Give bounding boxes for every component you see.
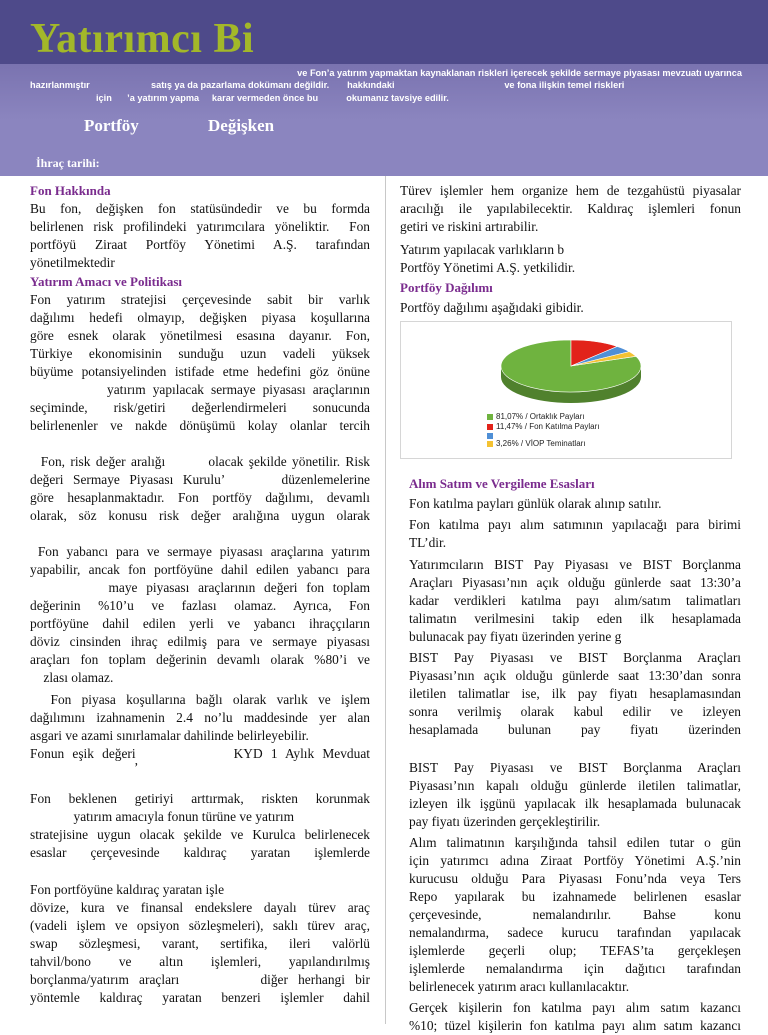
paragraph-kaldirac xyxy=(30,881,370,1007)
section-heading-fon-hakkinda: Fon Hakkında xyxy=(30,183,111,198)
text-line: için yatırımcı adına Ziraat Portföy Yönetimi A.Ş.’nin xyxy=(409,853,741,868)
text-line: yönetilmektedir xyxy=(30,255,115,270)
text-line: portföyüne dahil edilen yerli ve yabancı ihraççıların xyxy=(30,616,370,631)
text-line: döviz cinsinden ihraç edilmiş para ve sermaye piyasası xyxy=(30,634,370,649)
legend-label: 3,26% / VİOP Teminatları xyxy=(496,438,586,448)
legend-item xyxy=(487,422,599,432)
text-line: Fon yabancı para ve sermaye piyasası araçlarına yatırım xyxy=(30,544,370,559)
text-line: asgari ve azami sınırlamalar dahilinde belirleyebilir. xyxy=(30,728,309,743)
text-line: büyüme potansiyelinden istifade etme hedefini göz önüne xyxy=(30,364,370,379)
paragraph-getiri xyxy=(30,790,370,862)
text-line: belirlenenler ve nakde dönüşümü kolay olanlar tercih xyxy=(30,418,370,433)
text-line: Portföy Yönetimi A.Ş. yetkilidir. xyxy=(400,260,576,275)
text-line: iletilen talimatlar ise, ilk pay fiyatı hesaplamasından xyxy=(409,686,741,701)
text-line: bulunacak pay fiyatı üzerinden yerine g xyxy=(409,629,622,644)
right-column xyxy=(400,182,741,1035)
text-line: borçlanma/yatırım araçları diğer herhangi bir xyxy=(30,972,370,987)
text-line: dağılımını izahnamenin 2.4 no’lu maddesinde yer alan xyxy=(30,710,370,725)
chart-legend xyxy=(487,412,599,449)
paragraph-yabanci xyxy=(30,543,370,687)
text-line: dövize, kura ve finansal endekslere dayalı türev araç xyxy=(30,900,370,915)
text-line: olarak, söz konusu risk değer aralığına uygun olarak xyxy=(30,508,370,523)
text-line: Fon yatırım stratejisi çerçevesinde sabit bir varlık xyxy=(30,292,370,307)
header-title: Yatırımcı Bi xyxy=(30,16,255,62)
portfolio-pie-chart xyxy=(400,321,732,459)
document-header xyxy=(0,0,768,176)
legend-item xyxy=(487,412,599,422)
text-line: esaslar çerçevesinde kaldıraç yaratan işlemlerde xyxy=(30,845,370,860)
text-line: aracılığı ile yapılabilecektir. Kaldıraç işlemleri fonun xyxy=(400,201,741,216)
legend-swatch xyxy=(487,414,493,420)
text-line: işlemlerde nemalandırma için dağıtıcı tarafından xyxy=(409,961,741,976)
paragraph-risk xyxy=(30,453,370,525)
legend-swatch xyxy=(487,424,493,430)
legend-label: 11,47% / Fon Katılma Payları xyxy=(496,422,600,432)
text-line: Piyasası’nın açık olduğu günlerde saat 13:30’dan sonra xyxy=(409,668,741,683)
disclaimer-line: hazırlanmıştır satış ya da pazarlama dokümanı değildir. hakkındaki ve fona ilişkin temel riskleri xyxy=(30,80,625,91)
text-line: ’ xyxy=(134,760,139,775)
paragraph-alim-7 xyxy=(409,999,741,1035)
text-line: tahvil/bono ve altın işlemleri, yapılandırılmış xyxy=(30,954,370,969)
text-line: izleyen ilk işgünü yapılacak ilk hesaplamada bulunacak xyxy=(409,796,741,811)
text-line: Fon portföyüne kaldıraç yaratan işle xyxy=(30,882,225,897)
section-heading-portfoy-dagilimi: Portföy Dağılımı xyxy=(400,280,493,295)
text-line: %10; tüzel kişilerin fon katılma payı alım satım kazancı xyxy=(409,1018,741,1033)
paragraph-alim-5 xyxy=(409,759,741,831)
column-divider xyxy=(385,176,386,1024)
disclaimer-line: için ’a yatırım yapma karar vermeden önce bu okumanız tavsiye edilir. xyxy=(96,92,449,103)
text-line: Fon katılma payı alım satımının yapılacağı para birimi xyxy=(409,517,741,532)
left-column xyxy=(30,182,370,1007)
text-line: yatırım yapılacak sermaye piyasası araçlarının xyxy=(30,382,370,397)
text-line: maye piyasası araçlarının değeri fon toplam xyxy=(30,580,370,595)
text-line: çerçevesinde, nemalandırılır. Bahse konu xyxy=(409,907,741,922)
text-line: swap sözleşmesi, varant, sertifika, ileri valörlü xyxy=(30,936,370,951)
paragraph-alim-4 xyxy=(409,649,741,739)
issue-date-label: İhraç tarihi: xyxy=(36,156,100,170)
disclaimer-text xyxy=(30,67,742,104)
text-line: yatırım amacıyla fonun türüne ve yatırım xyxy=(30,809,295,824)
text-line: pay fiyatı üzerinden gerçekleştirilir. xyxy=(409,814,601,829)
text-line: getiri ve riskini artırabilir. xyxy=(400,219,539,234)
paragraph-esik xyxy=(30,745,370,773)
paragraph-alim-1 xyxy=(409,495,741,513)
paragraph-kosullar xyxy=(30,691,370,745)
text-line: değerinin %10’u ve fazlası olamaz. Ayrıca, Fon xyxy=(30,598,370,613)
text-line: araçları fon toplam değerinin devamlı olarak %80’i ve xyxy=(30,652,370,667)
paragraph-varlik xyxy=(400,241,741,277)
text-line: Alım talimatının karşılığında tahsil edilen tutar o gün xyxy=(409,835,741,850)
text-line: TL’dir. xyxy=(409,535,447,550)
text-line: Türkiye ekonomisinin sunduğu uzun vadeli yüksek xyxy=(30,346,370,361)
text-line: kurucusu olduğu Para Piyasası Fonu’nda veya Ters xyxy=(409,871,741,886)
paragraph-portfoy-intro xyxy=(400,299,741,317)
section-heading-amac: Yatırım Amacı ve Politikası xyxy=(30,274,183,289)
header-degisken: Değişken xyxy=(208,116,275,135)
text-line: Portföy dağılımı aşağıdaki gibidir. xyxy=(400,300,584,315)
text-line: Gerçek kişilerin fon katılma payı alım satım kazancı xyxy=(409,1000,741,1015)
text-line: (vadeli işlem ve opsiyon sözleşmeleri), saklı türev araç, xyxy=(30,918,370,933)
text-line: talimatın verilmesini takip eden ilk hesaplamada xyxy=(409,611,741,626)
text-line: stratejisine uygun olacak şekilde ve Kurulca belirlenecek xyxy=(30,827,370,842)
text-line: BIST Pay Piyasası ve BIST Borçlanma Araçları xyxy=(409,650,741,665)
paragraph-alim-2 xyxy=(409,516,741,552)
text-line: belirlenen risk profilindeki yatırımcılara yöneliktir. Fon xyxy=(30,219,370,234)
paragraph-alim-6 xyxy=(409,834,741,996)
text-line: Repo yapılarak bu izahnamede belirlenen esaslar xyxy=(409,889,741,904)
text-line: kadar verdikleri katılma payı alım/satım talimatları xyxy=(409,593,741,608)
text-line: sonra verilmiş olarak kabul edilir ve izleyen xyxy=(409,704,741,719)
text-line: Türev işlemler hem organize hem de tezgahüstü piyasalar xyxy=(400,183,741,198)
text-line: belirlenecek yatırım aracı kullanılacaktır. xyxy=(409,979,630,994)
paragraph-alim-3 xyxy=(409,556,741,646)
text-line: Fon, risk değer aralığı olacak şekilde yönetilir. Risk xyxy=(30,454,370,469)
text-line: Fon beklenen getiriyi arttırmak, riskten korunmak xyxy=(30,791,370,806)
text-line: Fon piyasa koşullarına bağlı olarak varlık ve işlem xyxy=(30,692,370,707)
text-line: göre hesaplanmaktadır. Fon portföy dağılımı, devamlı xyxy=(30,490,370,505)
header-portfoy: Portföy xyxy=(84,116,139,135)
text-line: Yatırımcıların BIST Pay Piyasası ve BIST Borçlanma xyxy=(409,557,741,572)
text-line: yapabilir, ancak fon portföyüne dahil edilen yabancı para xyxy=(30,562,370,577)
text-line: dağılımı hedefi olmayıp, değişken piyasa koşullarına xyxy=(30,310,370,325)
alim-satim-section xyxy=(400,475,741,1035)
text-line: Bu fon, değişken fon statüsündedir ve bu formda xyxy=(30,201,370,216)
text-line: göre esnek olarak yönetilmesi esasına dayanır. Fon, xyxy=(30,328,370,343)
paragraph-turev xyxy=(400,182,741,236)
text-line: Araçları Piyasası’nın açık olduğu günlerde saat 13:30’a xyxy=(409,575,741,590)
paragraph-amac xyxy=(30,291,370,435)
text-line: nemalandırma, sadece kurucu tarafından yapılacak xyxy=(409,925,741,940)
text-line: Fonun eşik değeri KYD 1 Aylık Mevduat xyxy=(30,746,370,761)
text-line: hesaplamada bulunan pay fiyatı üzerinden xyxy=(409,722,741,737)
text-line: portföyü Ziraat Portföy Yönetimi A.Ş. tarafından xyxy=(30,237,370,252)
legend-label: 81,07% / Ortaklık Payları xyxy=(496,412,585,421)
text-line: Fon katılma payları günlük olarak alınıp satılır. xyxy=(409,496,662,511)
legend-item xyxy=(487,439,599,449)
text-line: değeri Sermaye Piyasası Kurulu’ düzenlemelerine xyxy=(30,472,370,487)
section-heading-alim-satim: Alım Satım ve Vergileme Esasları xyxy=(409,476,595,491)
legend-swatch xyxy=(487,433,493,439)
text-line: işlemlerde geçerli olup; TEFAS’ta gerçekleşen xyxy=(409,943,741,958)
text-line: yöntemle kaldıraç yaratan benzeri işlemler dahil xyxy=(30,990,370,1005)
legend-swatch xyxy=(487,441,493,447)
text-line: seçiminde, risk/getiri değerlendirmeleri sonucunda xyxy=(30,400,370,415)
text-line: zlası olamaz. xyxy=(30,670,114,685)
disclaimer-line: ve Fon’a yatırım yapmaktan kaynaklanan riskleri içerecek şekilde sermaye piyasası mevzuatı uyarınca xyxy=(297,68,742,78)
text-line: BIST Pay Piyasası ve BIST Borçlanma Araçları xyxy=(409,760,741,775)
text-line: Yatırım yapılacak varlıkların b xyxy=(400,242,565,257)
text-line: Piyasası’nın kapalı olduğu günlerde iletilen talimatlar, xyxy=(409,778,741,793)
paragraph-fon-hakkinda xyxy=(30,200,370,272)
